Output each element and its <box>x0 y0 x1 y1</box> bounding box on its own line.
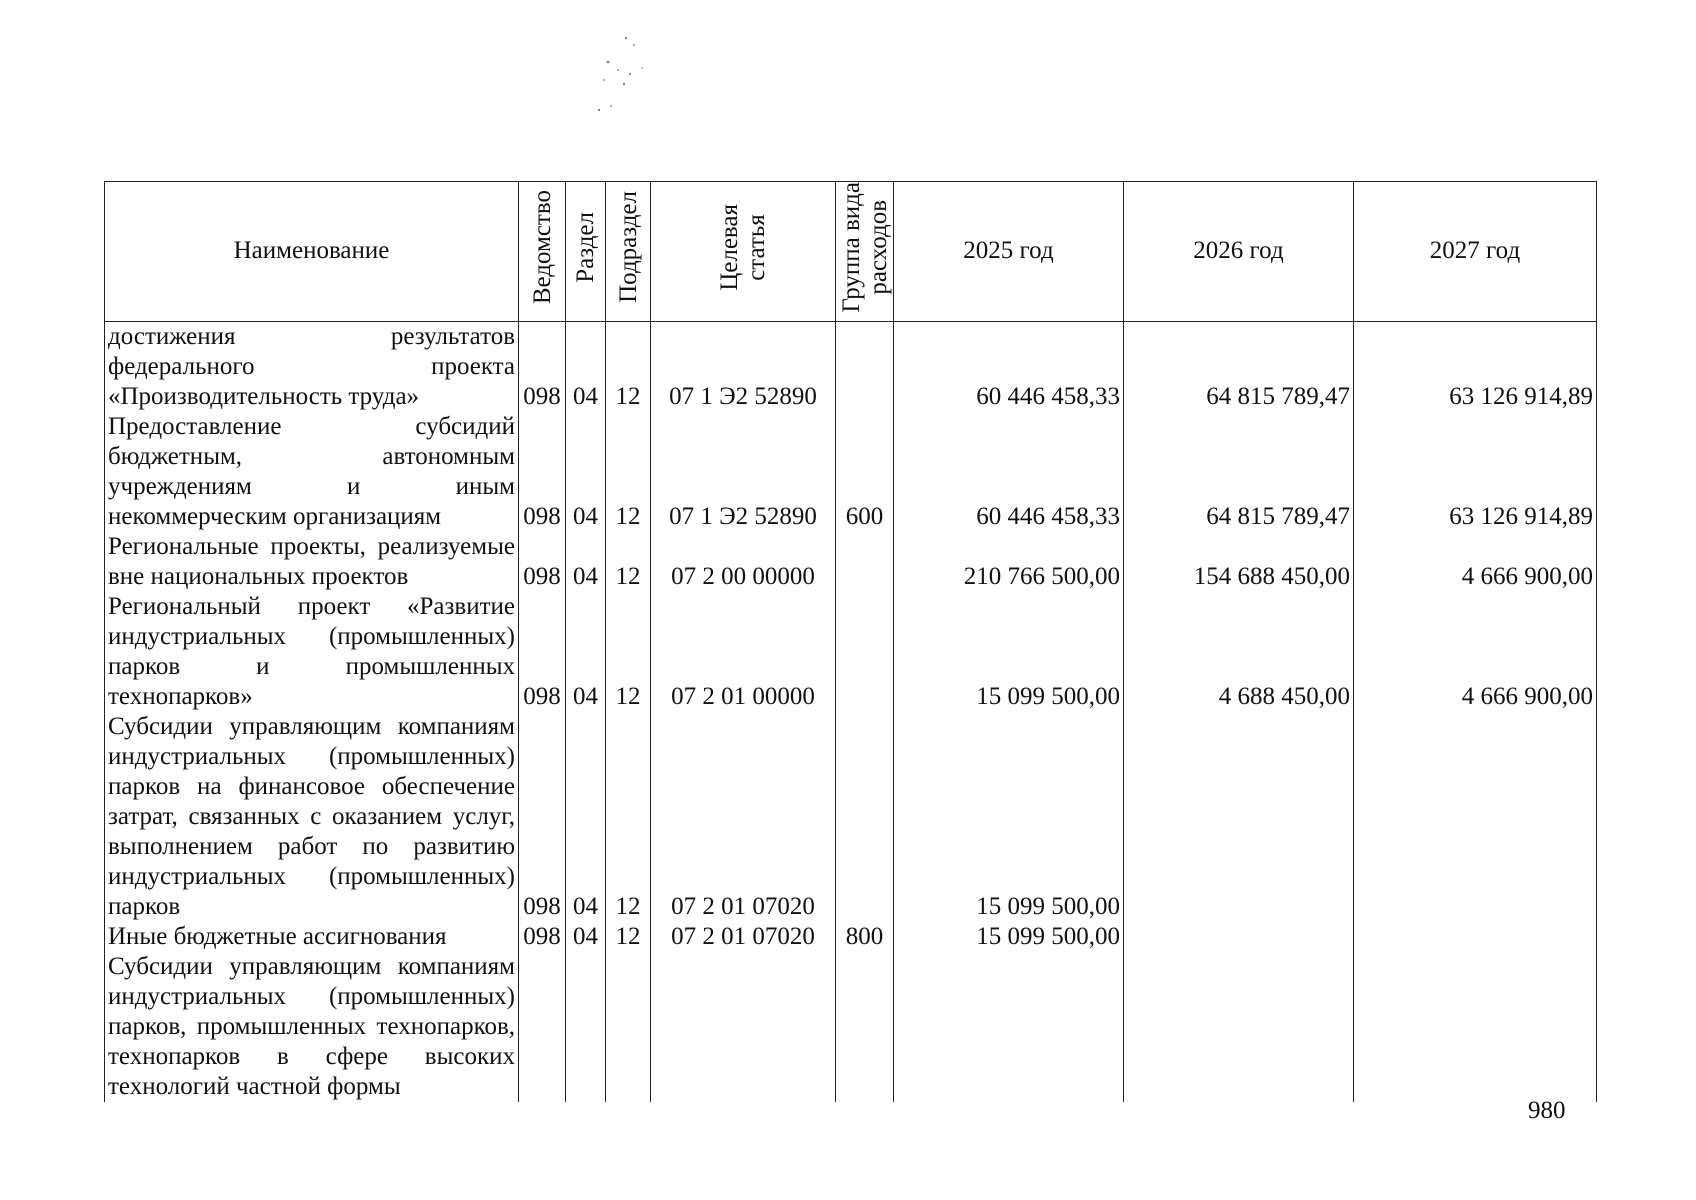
row-amount-2027: 4 666 900,00 <box>1354 592 1597 712</box>
header-vedomstvo: Ведомство <box>519 182 566 322</box>
row-gruppa <box>836 952 894 1102</box>
row-name: Региональные проекты, реализуемые вне национальных проектов <box>105 532 519 592</box>
row-amount-2026 <box>1124 952 1354 1102</box>
row-vedomstvo: 098 <box>519 592 566 712</box>
row-razdel: 04 <box>566 922 606 952</box>
row-name: Субсидии управляющим компаниям индустриальных (промышленных) парков на финансовое обеспечение затрат, связанных с оказанием услуг, выполнением работ по развитию индустриальных (промышленных) парков <box>105 712 519 922</box>
row-amount-2025: 15 099 500,00 <box>894 592 1124 712</box>
row-amount-2027 <box>1354 952 1597 1102</box>
table-row <box>105 532 1597 592</box>
header-name: Наименование <box>105 182 519 322</box>
row-amount-2027: 63 126 914,89 <box>1354 412 1597 532</box>
row-amount-2026 <box>1124 712 1354 922</box>
row-gruppa <box>836 712 894 922</box>
row-podrazdel: 12 <box>606 532 651 592</box>
table-row <box>105 321 1597 412</box>
row-gruppa <box>836 532 894 592</box>
header-celevaya-statya: Целевая статья <box>651 182 836 322</box>
row-razdel: 04 <box>566 592 606 712</box>
row-vedomstvo: 098 <box>519 412 566 532</box>
row-amount-2026 <box>1124 922 1354 952</box>
row-name: достижения результатов федерального проекта «Производительность труда» <box>105 321 519 412</box>
row-razdel: 04 <box>566 532 606 592</box>
row-razdel: 04 <box>566 712 606 922</box>
row-podrazdel: 12 <box>606 321 651 412</box>
header-year-2025: 2025 год <box>894 182 1124 322</box>
row-amount-2027: 4 666 900,00 <box>1354 532 1597 592</box>
row-amount-2025: 60 446 458,33 <box>894 412 1124 532</box>
table-row <box>105 922 1597 952</box>
header-year-2026: 2026 год <box>1124 182 1354 322</box>
row-vedomstvo: 098 <box>519 532 566 592</box>
row-celevaya-statya: 07 2 01 00000 <box>651 592 836 712</box>
row-amount-2025: 60 446 458,33 <box>894 321 1124 412</box>
row-amount-2026: 64 815 789,47 <box>1124 412 1354 532</box>
row-amount-2027 <box>1354 712 1597 922</box>
row-gruppa: 800 <box>836 922 894 952</box>
row-celevaya-statya: 07 2 00 00000 <box>651 532 836 592</box>
row-vedomstvo: 098 <box>519 922 566 952</box>
row-name: Иные бюджетные ассигнования <box>105 922 519 952</box>
row-amount-2026: 154 688 450,00 <box>1124 532 1354 592</box>
row-amount-2026: 64 815 789,47 <box>1124 321 1354 412</box>
table-row <box>105 412 1597 532</box>
row-amount-2027 <box>1354 922 1597 952</box>
row-name: Предоставление субсидий бюджетным, автономным учреждениям и иным некоммерческим организациям <box>105 412 519 532</box>
row-podrazdel: 12 <box>606 592 651 712</box>
row-podrazdel: 12 <box>606 922 651 952</box>
row-amount-2025: 15 099 500,00 <box>894 712 1124 922</box>
budget-table <box>104 181 1597 1102</box>
row-vedomstvo: 098 <box>519 712 566 922</box>
row-razdel: 04 <box>566 321 606 412</box>
table-row <box>105 592 1597 712</box>
page-number: 980 <box>1528 1097 1566 1124</box>
row-celevaya-statya: 07 2 01 07020 <box>651 712 836 922</box>
header-gruppa-vida-rashodov: Группа вида расходов <box>836 182 894 322</box>
header-razdel: Раздел <box>566 182 606 322</box>
row-amount-2025: 15 099 500,00 <box>894 922 1124 952</box>
row-vedomstvo <box>519 952 566 1102</box>
row-amount-2027: 63 126 914,89 <box>1354 321 1597 412</box>
row-podrazdel: 12 <box>606 412 651 532</box>
header-podrazdel: Подраздел <box>606 182 651 322</box>
row-celevaya-statya: 07 1 Э2 52890 <box>651 412 836 532</box>
row-podrazdel: 12 <box>606 712 651 922</box>
row-amount-2025: 210 766 500,00 <box>894 532 1124 592</box>
row-gruppa <box>836 321 894 412</box>
row-gruppa <box>836 592 894 712</box>
row-celevaya-statya: 07 1 Э2 52890 <box>651 321 836 412</box>
row-celevaya-statya: 07 2 01 07020 <box>651 922 836 952</box>
table-row <box>105 952 1597 1102</box>
row-razdel <box>566 952 606 1102</box>
row-amount-2025 <box>894 952 1124 1102</box>
row-podrazdel <box>606 952 651 1102</box>
row-celevaya-statya <box>651 952 836 1102</box>
row-name: Субсидии управляющим компаниям индустриальных (промышленных) парков, промышленных технопарков, технопарков в сфере высоких технологий частной формы <box>105 952 519 1102</box>
row-amount-2026: 4 688 450,00 <box>1124 592 1354 712</box>
row-gruppa: 600 <box>836 412 894 532</box>
scan-speck-marks <box>596 30 666 120</box>
row-vedomstvo: 098 <box>519 321 566 412</box>
header-year-2027: 2027 год <box>1354 182 1597 322</box>
table-row <box>105 712 1597 922</box>
row-razdel: 04 <box>566 412 606 532</box>
row-name: Региональный проект «Развитие индустриальных (промышленных) парков и промышленных технопарков» <box>105 592 519 712</box>
table-header-row <box>105 182 1597 322</box>
